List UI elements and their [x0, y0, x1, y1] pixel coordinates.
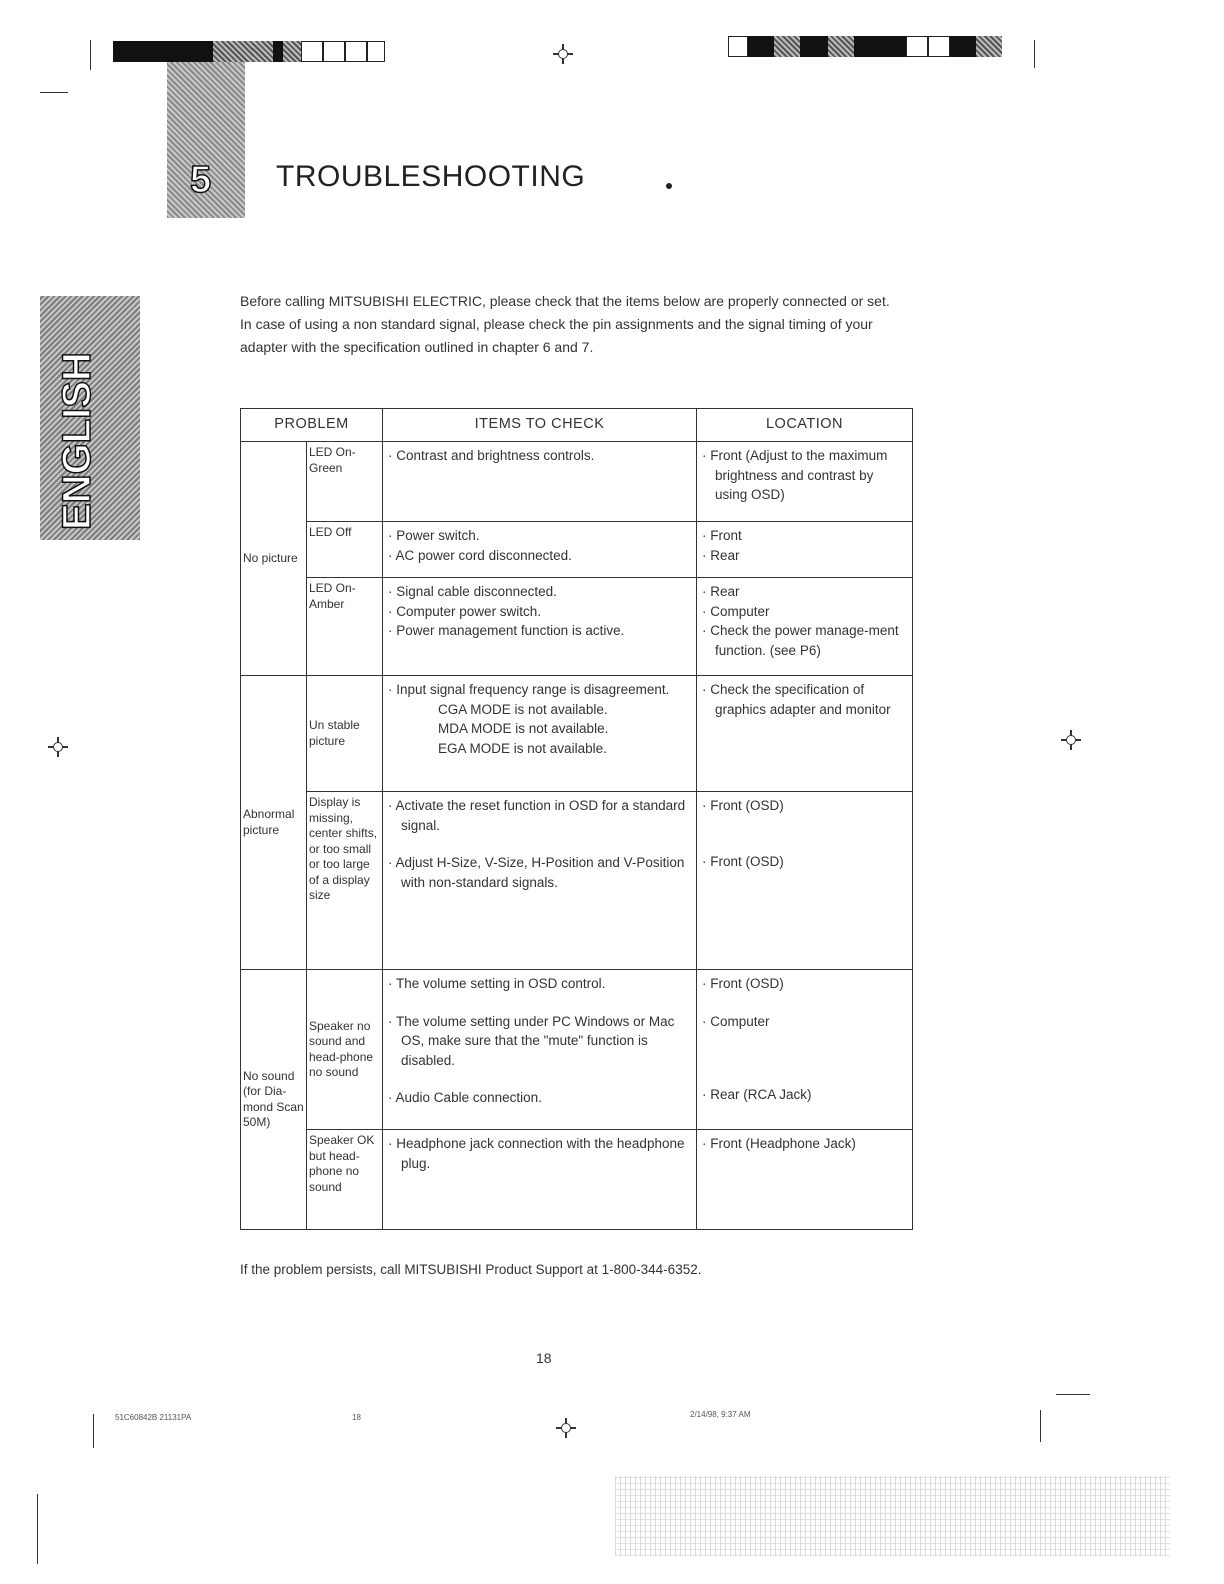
location-item: · Computer	[702, 603, 770, 619]
trim-mark	[1056, 1394, 1090, 1395]
location-item: · Front	[702, 528, 742, 543]
crosshair-bottom-icon	[556, 1418, 576, 1438]
check-item: · AC power cord disconnected.	[388, 547, 572, 563]
sub-problem: LED Off	[307, 522, 383, 578]
scan-noise	[615, 1476, 1170, 1556]
table-row	[241, 442, 913, 522]
location-item: · Front (Headphone Jack)	[702, 1136, 856, 1151]
crosshair-right-icon	[1061, 730, 1081, 750]
location-cell	[697, 792, 913, 970]
location-cell	[697, 676, 913, 792]
page-number: 18	[536, 1350, 552, 1366]
location-cell	[697, 578, 913, 676]
items-cell	[383, 578, 697, 676]
check-item: · Adjust H-Size, V-Size, H-Position and V-Position with non-standard signals.	[388, 855, 685, 890]
items-cell	[383, 792, 697, 970]
support-note: If the problem persists, call MITSUBISHI Product Support at 1-800-344-6352.	[240, 1262, 702, 1277]
group-no-sound: No sound (for Dia-mond Scan 50M)	[241, 970, 307, 1230]
check-item: · Audio Cable connection.	[388, 1090, 542, 1105]
sub-problem: Un stable picture	[307, 676, 383, 792]
check-item: · Input signal frequency range is disagreement.	[388, 682, 670, 697]
check-item: · Power management function is active.	[388, 623, 625, 638]
intro-text	[240, 290, 900, 359]
trim-mark	[40, 92, 68, 93]
sub-problem: Speaker no sound and head-phone no sound	[307, 970, 383, 1130]
location-cell	[697, 970, 913, 1130]
mode-note: MDA MODE is not available.	[438, 721, 609, 736]
slug-file: 51C60842B 21131PA	[115, 1413, 192, 1422]
crosshair-left-icon	[48, 737, 68, 757]
location-item: · Check the power manage-ment function. (see P6)	[702, 623, 899, 658]
check-item: · Power switch.	[388, 528, 480, 543]
check-item: · Activate the reset function in OSD for a standard signal.	[388, 798, 686, 833]
intro-line-2: In case of using a non standard signal, please check the pin assignments and the signal timing of your adapter with the specification outlined in chapter 6 and 7.	[240, 316, 873, 355]
intro-line-1: Before calling MITSUBISHI ELECTRIC, please check that the items below are properly connected or set.	[240, 293, 890, 309]
location-cell	[697, 522, 913, 578]
mode-note: EGA MODE is not available.	[438, 740, 607, 756]
trim-mark	[1034, 40, 1035, 68]
location-item: · Front (OSD)	[702, 976, 784, 991]
check-item: · The volume setting in OSD control.	[388, 976, 606, 991]
check-item: · Computer power switch.	[388, 603, 542, 619]
language-label: ENGLISH	[55, 352, 99, 530]
location-item: · Rear	[702, 584, 740, 599]
registration-bar-left	[113, 41, 385, 62]
group-no-picture: No picture	[241, 442, 307, 676]
header-problem: PROBLEM	[241, 409, 383, 442]
page-title: TROUBLESHOOTING	[276, 160, 586, 193]
check-item: · The volume setting under PC Windows or Mac OS, make sure that the "mute" function is disabled.	[388, 1013, 675, 1068]
slug-timestamp: 2/14/98, 9:37 AM	[690, 1410, 751, 1419]
table-row	[241, 970, 913, 1130]
table-row	[241, 1130, 913, 1230]
location-item: · Front (OSD)	[702, 853, 784, 869]
location-cell	[697, 1130, 913, 1230]
location-item: · Computer	[702, 1013, 770, 1029]
slug-page: 18	[352, 1413, 361, 1422]
location-cell	[697, 442, 913, 522]
trim-mark	[93, 1414, 94, 1448]
sub-problem: Display is missing, center shifts, or too small or too large of a display size	[307, 792, 383, 970]
crosshair-top-icon	[553, 44, 573, 64]
location-item: · Front (Adjust to the maximum brightness and contrast by using OSD)	[702, 448, 888, 502]
registration-bar-right	[728, 36, 1002, 57]
table-row	[241, 522, 913, 578]
group-abnormal-picture: Abnormal picture	[241, 676, 307, 970]
troubleshooting-table	[240, 408, 913, 1230]
location-item: · Front (OSD)	[702, 798, 784, 813]
chapter-number: 5	[190, 159, 212, 201]
check-item: · Signal cable disconnected.	[388, 584, 557, 599]
location-item: · Check the specification of graphics adapter and monitor	[702, 682, 891, 717]
table-row	[241, 792, 913, 970]
check-item: · Headphone jack connection with the headphone plug.	[388, 1136, 685, 1171]
items-cell	[383, 522, 697, 578]
sub-problem: LED On-Amber	[307, 578, 383, 676]
sub-problem: Speaker OK but head-phone no sound	[307, 1130, 383, 1230]
table-row	[241, 578, 913, 676]
location-item: · Rear	[702, 547, 740, 563]
table-row	[241, 676, 913, 792]
mode-note: CGA MODE is not available.	[438, 701, 608, 717]
items-cell	[383, 442, 697, 522]
items-cell	[383, 970, 697, 1130]
header-items-to-check: ITEMS TO CHECK	[383, 409, 697, 442]
table-header-row	[241, 409, 913, 442]
trim-mark	[1040, 1410, 1041, 1442]
items-cell	[383, 676, 697, 792]
trim-mark	[37, 1494, 38, 1564]
items-cell	[383, 1130, 697, 1230]
sub-problem: LED On-Green	[307, 442, 383, 522]
check-item: · Contrast and brightness controls.	[388, 448, 595, 463]
header-location: LOCATION	[697, 409, 913, 442]
trim-mark	[90, 40, 91, 70]
bullet-dot	[666, 183, 672, 189]
location-item: · Rear (RCA Jack)	[702, 1087, 812, 1102]
